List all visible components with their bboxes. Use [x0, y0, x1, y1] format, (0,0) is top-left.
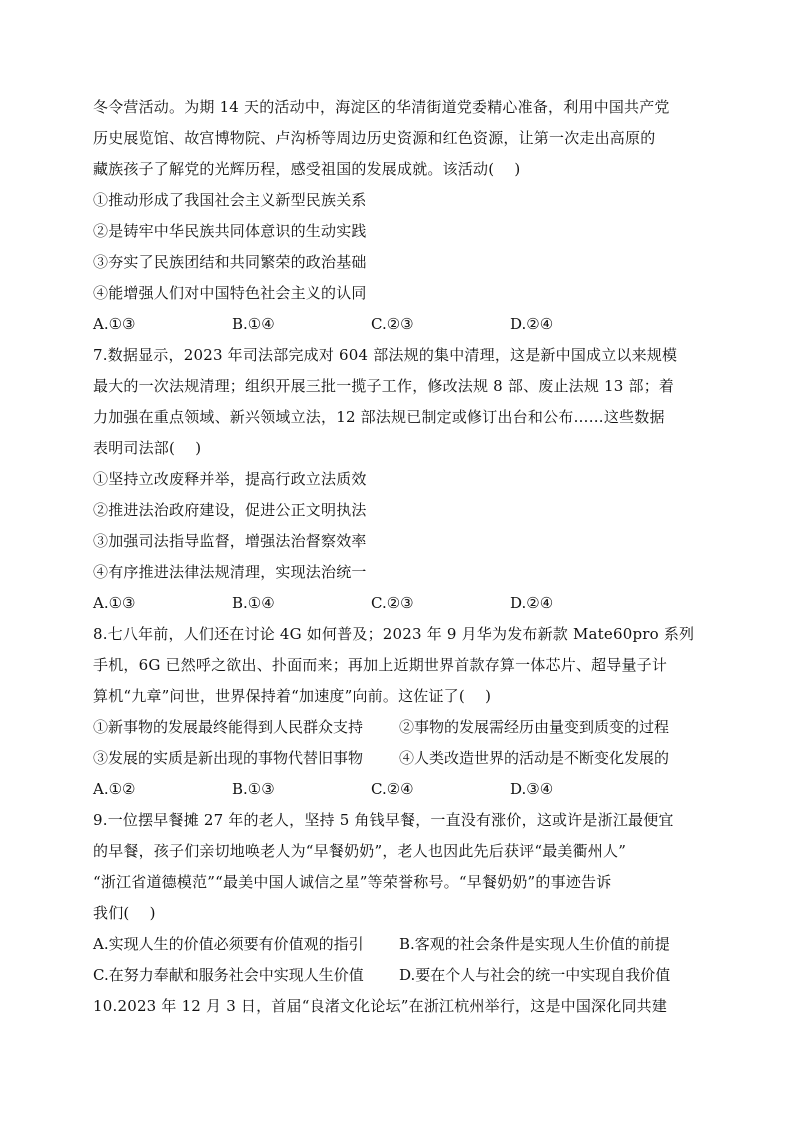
question-7-item: ④有序推进法律法规清理，实现法治统一 — [93, 563, 367, 581]
question-8-items-row — [93, 712, 703, 743]
option-c: C.②④ — [371, 780, 414, 798]
question-6 — [93, 92, 703, 340]
question-10 — [93, 991, 703, 1022]
option-c: C.②③ — [371, 594, 414, 612]
question-8-stem-line: 算机“九章”问世，世界保持着“加速度”向前。这佐证了( ) — [93, 687, 492, 705]
question-6-item: ②是铸牢中华民族共同体意识的生动实践 — [93, 222, 367, 240]
question-6-item: ④能增强人们对中国特色社会主义的认同 — [93, 284, 367, 302]
question-9-stem-line: 的早餐，孩子们亲切地唤老人为“早餐奶奶”，老人也因此先后获评“最美衢州人” — [93, 842, 627, 860]
question-8-stem-line: 8.七八年前，人们还在讨论 4G 如何普及；2023 年 9 月华为发布新款 Mate60pro 系列 — [93, 625, 695, 643]
question-7-stem-line: 表明司法部( ) — [93, 439, 202, 457]
question-7-stem-line: 最大的一次法规清理；组织开展三批一揽子工作，修改法规 8 部、废止法规 13 部；着 — [93, 377, 675, 395]
question-7-stem-line: 力加强在重点领域、新兴领域立法，12 部法规已制定或修订出台和公布……这些数据 — [93, 408, 665, 426]
question-7-options — [93, 588, 703, 619]
question-8-stem-line: 手机，6G 已然呼之欲出、扑面而来；再加上近期世界首款存算一体芯片、超导量子计 — [93, 656, 668, 674]
question-8-options — [93, 774, 703, 805]
question-9 — [93, 805, 703, 991]
question-9-options-row — [93, 929, 703, 960]
question-6-stem-line: 藏族孩子了解党的光辉历程，感受祖国的发展成就。该活动( ) — [93, 160, 521, 178]
question-8-item: ④人类改造世界的活动是不断变化发展的 — [399, 749, 670, 767]
question-8-item: ③发展的实质是新出现的事物代替旧事物 — [93, 749, 364, 767]
question-content — [93, 92, 703, 1022]
question-10-stem-line: 10.2023 年 12 月 3 日，首届“良渚文化论坛”在浙江杭州举行，这是中国深化同共建 — [93, 997, 668, 1015]
option-b: B.①④ — [232, 594, 275, 612]
question-9-options-row — [93, 960, 703, 991]
question-8-item: ②事物的发展需经历由量变到质变的过程 — [399, 718, 670, 736]
question-7 — [93, 340, 703, 619]
question-8-items-row — [93, 743, 703, 774]
question-9-stem-line: 我们( ) — [93, 904, 156, 922]
option-b: B.①③ — [232, 780, 275, 798]
question-6-stem-line: 历史展览馆、故宫博物院、卢沟桥等周边历史资源和红色资源，让第一次走出高原的 — [93, 129, 656, 147]
option-c: C.②③ — [371, 315, 414, 333]
option-d: D.②④ — [510, 315, 554, 333]
question-7-stem-line: 7.数据显示，2023 年司法部完成对 604 部法规的集中清理，这是新中国成立以来规模 — [93, 346, 678, 364]
option-c: C.在努力奉献和服务社会中实现人生价值 — [93, 966, 364, 984]
question-7-item: ②推进法治政府建设，促进公正文明执法 — [93, 501, 367, 519]
question-6-options — [93, 309, 703, 340]
option-a: A.①② — [93, 780, 136, 798]
question-7-item: ①坚持立改废释并举，提高行政立法质效 — [93, 470, 367, 488]
option-a: A.①③ — [93, 315, 136, 333]
option-d: D.②④ — [510, 594, 554, 612]
option-d: D.要在个人与社会的统一中实现自我价值 — [399, 966, 671, 984]
question-9-stem-line: “浙江省道德模范”“最美中国人诚信之星”等荣誉称号。“早餐奶奶”的事迹告诉 — [93, 873, 612, 891]
question-6-item: ③夯实了民族团结和共同繁荣的政治基础 — [93, 253, 367, 271]
question-9-stem-line: 9.一位摆早餐摊 27 年的老人，坚持 5 角钱早餐，一直没有涨价，这或许是浙江最便宜 — [93, 811, 674, 829]
question-8-item: ①新事物的发展最终能得到人民群众支持 — [93, 718, 364, 736]
option-b: B.①④ — [232, 315, 275, 333]
question-6-item: ①推动形成了我国社会主义新型民族关系 — [93, 191, 367, 209]
option-a: A.①③ — [93, 594, 136, 612]
question-7-item: ③加强司法指导监督，增强法治督察效率 — [93, 532, 367, 550]
option-b: B.客观的社会条件是实现人生价值的前提 — [399, 935, 670, 953]
question-8 — [93, 619, 703, 805]
option-a: A.实现人生的价值必须要有价值观的指引 — [93, 935, 364, 953]
option-d: D.③④ — [510, 780, 554, 798]
question-6-stem-line: 冬令营活动。为期 14 天的活动中，海淀区的华清街道党委精心准备，利用中国共产党 — [93, 98, 670, 116]
